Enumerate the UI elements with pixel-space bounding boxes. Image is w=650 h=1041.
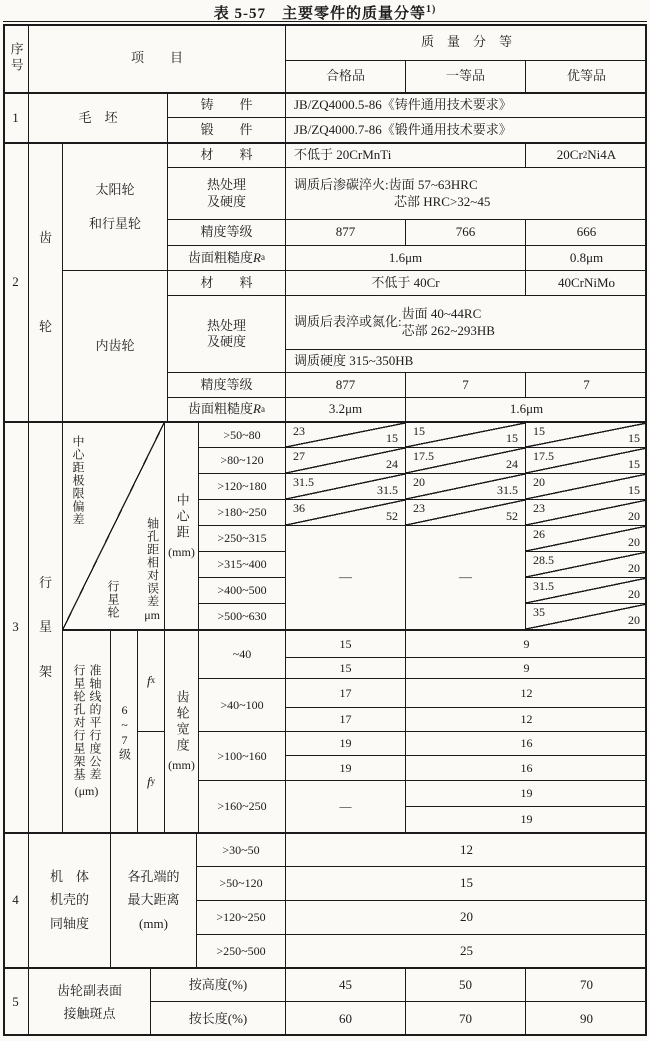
header-quality: 质 量 分 等 [285,24,647,60]
row2-sun-precision-premium: 666 [525,219,647,245]
row3-cd-cell-premium: 31.5 20 [525,577,647,603]
row3-cd-cell-first: 20 31.5 [405,473,525,499]
row3-width-range: ~40 [198,629,285,678]
row3-cd-cell-pass: 27 24 [285,447,405,473]
row3-gear-width-axis: 齿轮宽度 (mm) [164,629,198,832]
row1-no: 1 [3,92,28,142]
header-seq: 序号 [8,42,24,74]
row4-value: 20 [285,900,647,934]
row5-label: 齿轮副表面 接触斑点 [28,967,150,1036]
row1-label: 毛 坯 [28,92,167,142]
row2-sun-roughness-main: 1.6μm [285,245,525,270]
row1-value-casting: JB/ZQ4000.5-86《铸件通用技术要求》 [285,92,647,117]
row3-width-pass: 17 [285,678,405,707]
row2-sun-roughness-premium: 0.8μm [525,245,647,270]
row2-internal-heat-value: 调质后表淬或氮化: 齿面 40~44RC 芯部 262~293HB [285,295,647,349]
row3-cd-cell-premium: 35 20 [525,603,647,629]
row2-internal-roughness-label: 齿面粗糙度 R a [167,397,285,421]
row3-cd-cell-first: 15 15 [405,421,525,447]
diag-label-planet-gear: 行星轮 [106,580,120,619]
footnote-marker: 1) [425,4,437,15]
row2-sun-material-premium: 20Cr 2 Ni4A [525,142,647,167]
row3-width-pass: 19 [285,731,405,755]
row2-sun-heat-value: 调质后渗碳淬火:齿面 57~63HRC 芯部 HRC>32~45 [285,167,647,219]
row1-sub-casting: 铸 件 [167,92,285,117]
row3-width-merged: 12 [405,678,647,707]
header-grade-pass: 合格品 [285,60,405,92]
row5-sub-height: 按高度(%) [150,967,285,1001]
row2-group-gear: 齿 轮 [28,142,62,421]
row2-sun-roughness-label: 齿面粗糙度 R a [167,245,285,270]
row3-center-distance-axis: 中心距 (mm) [164,421,198,629]
row4-no: 4 [3,832,28,967]
row2-sun-material-label: 材 料 [167,142,285,167]
row3-cd-cell-premium: 23 20 [525,499,647,525]
row3-grade-6-7: 6~7级 [110,629,137,832]
row3-cd-cell-premium: 20 15 [525,473,647,499]
row2-sun-precision-label: 精度等级 [167,219,285,245]
row4-range: >250~500 [196,934,285,967]
row4-sub-label: 各孔端的 最大距离 (mm) [110,832,196,967]
row2-internal-material-premium: 40CrNiMo [525,270,647,295]
row3-width-pass: 15 [285,657,405,678]
row3-cd-range: >400~500 [198,577,285,603]
row4-value: 25 [285,934,647,967]
row3-width-range: >40~100 [198,678,285,731]
row2-internal-precision-premium: 7 [525,372,647,397]
row5-length-pass: 60 [285,1001,405,1036]
table-title: 表 5-57 主要零件的质量分等$^{1)}$ [213,4,437,22]
row3-diagonal-header [62,421,164,629]
row2-internal-heat-value2: 调质硬度 315~350HB [285,349,647,372]
row2-sun-precision-pass: 877 [285,219,405,245]
row2-internal-precision-pass: 877 [285,372,405,397]
header-item: 项 目 [28,24,285,92]
row3-cd-pass-dash: — [285,525,405,629]
row2-sun-precision-first: 766 [405,219,525,245]
row3-cd-range: >50~80 [198,421,285,447]
row3-width-pass: 17 [285,707,405,731]
row3-fy-label: f y [137,731,164,832]
row3-fx-label: f x [137,629,164,731]
row4-range: >50~120 [196,866,285,900]
row3-cd-cell-first: 23 52 [405,499,525,525]
row3-group-carrier: 行 星 架 [28,421,62,832]
row2-internal-heat-label: 热处理 及硬度 [167,295,285,372]
row4-value: 15 [285,866,647,900]
row3-cd-range: >120~180 [198,473,285,499]
row3-width-merged: 9 [405,629,647,657]
row3-cd-cell-first: 17.5 24 [405,447,525,473]
row5-height-pass: 45 [285,967,405,1001]
diag-label-axis-hole-error: 轴孔距相对误差 μm [144,517,160,622]
row3-width-pass: 19 [285,755,405,780]
row5-length-premium: 90 [525,1001,647,1036]
row1-sub-forging: 锻 件 [167,117,285,142]
row4-range: >120~250 [196,900,285,934]
row2-sun-material-value: 不低于 20CrMnTi [285,142,525,167]
row3-cd-cell-premium: 15 15 [525,421,647,447]
row3-cd-cell-pass: 31.5 31.5 [285,473,405,499]
row3-width-merged: 16 [405,755,647,780]
row5-height-first: 50 [405,967,525,1001]
row5-no: 5 [3,967,28,1036]
row5-height-premium: 70 [525,967,647,1001]
row3-cd-cell-premium: 26 20 [525,525,647,551]
header-grade-premium: 优等品 [525,60,647,92]
row2-internal-material-value: 不低于 40Cr [285,270,525,295]
row2-internal-gear-label: 内齿轮 [62,270,167,421]
row3-width-merged: 19 [405,806,647,832]
row3-cd-cell-premium: 28.5 20 [525,551,647,577]
row2-sun-heat-label: 热处理 及硬度 [167,167,285,219]
row3-cd-cell-pass: 36 52 [285,499,405,525]
header-grade-first: 一等品 [405,60,525,92]
row3-width-merged: 9 [405,657,647,678]
row2-sun-planet-label: 太阳轮 和行星轮 [62,142,167,270]
row3-width-merged: 12 [405,707,647,731]
row3-cd-range: >80~120 [198,447,285,473]
row4-label: 机 体 机壳的 同轴度 [28,832,110,967]
row3-width-merged: 19 [405,780,647,806]
row3-cd-cell-pass: 23 15 [285,421,405,447]
row1-value-forging: JB/ZQ4000.7-86《锻件通用技术要求》 [285,117,647,142]
row3-cd-range: >250~315 [198,525,285,551]
diag-label-center-distance: 中心距极限偏差 [71,435,85,526]
row3-width-merged: 16 [405,731,647,755]
row3-cd-range: >180~250 [198,499,285,525]
row3-cd-cell-premium: 17.5 15 [525,447,647,473]
row2-no: 2 [3,142,28,421]
row3-parallelism-label: 行星轮孔对行星架基 准轴线的平行度公差 (μm) [62,629,110,832]
row3-no: 3 [3,421,28,832]
row5-length-first: 70 [405,1001,525,1036]
top-rule [3,21,647,22]
row4-range: >30~50 [196,832,285,866]
row3-width-range: >100~160 [198,731,285,780]
row2-internal-roughness-merged: 1.6μm [405,397,647,421]
row3-cd-range: >315~400 [198,551,285,577]
row3-width-range: >160~250 [198,780,285,832]
row2-internal-precision-first: 7 [405,372,525,397]
row2-internal-material-label: 材 料 [167,270,285,295]
row3-cd-range: >500~630 [198,603,285,629]
row3-cd-first-dash: — [405,525,525,629]
row4-value: 12 [285,832,647,866]
row3-width-pass: 15 [285,629,405,657]
row3-width-pass-dash: — [285,780,405,832]
row5-sub-length: 按长度(%) [150,1001,285,1036]
row2-internal-precision-label: 精度等级 [167,372,285,397]
row2-internal-roughness-pass: 3.2μm [285,397,405,421]
